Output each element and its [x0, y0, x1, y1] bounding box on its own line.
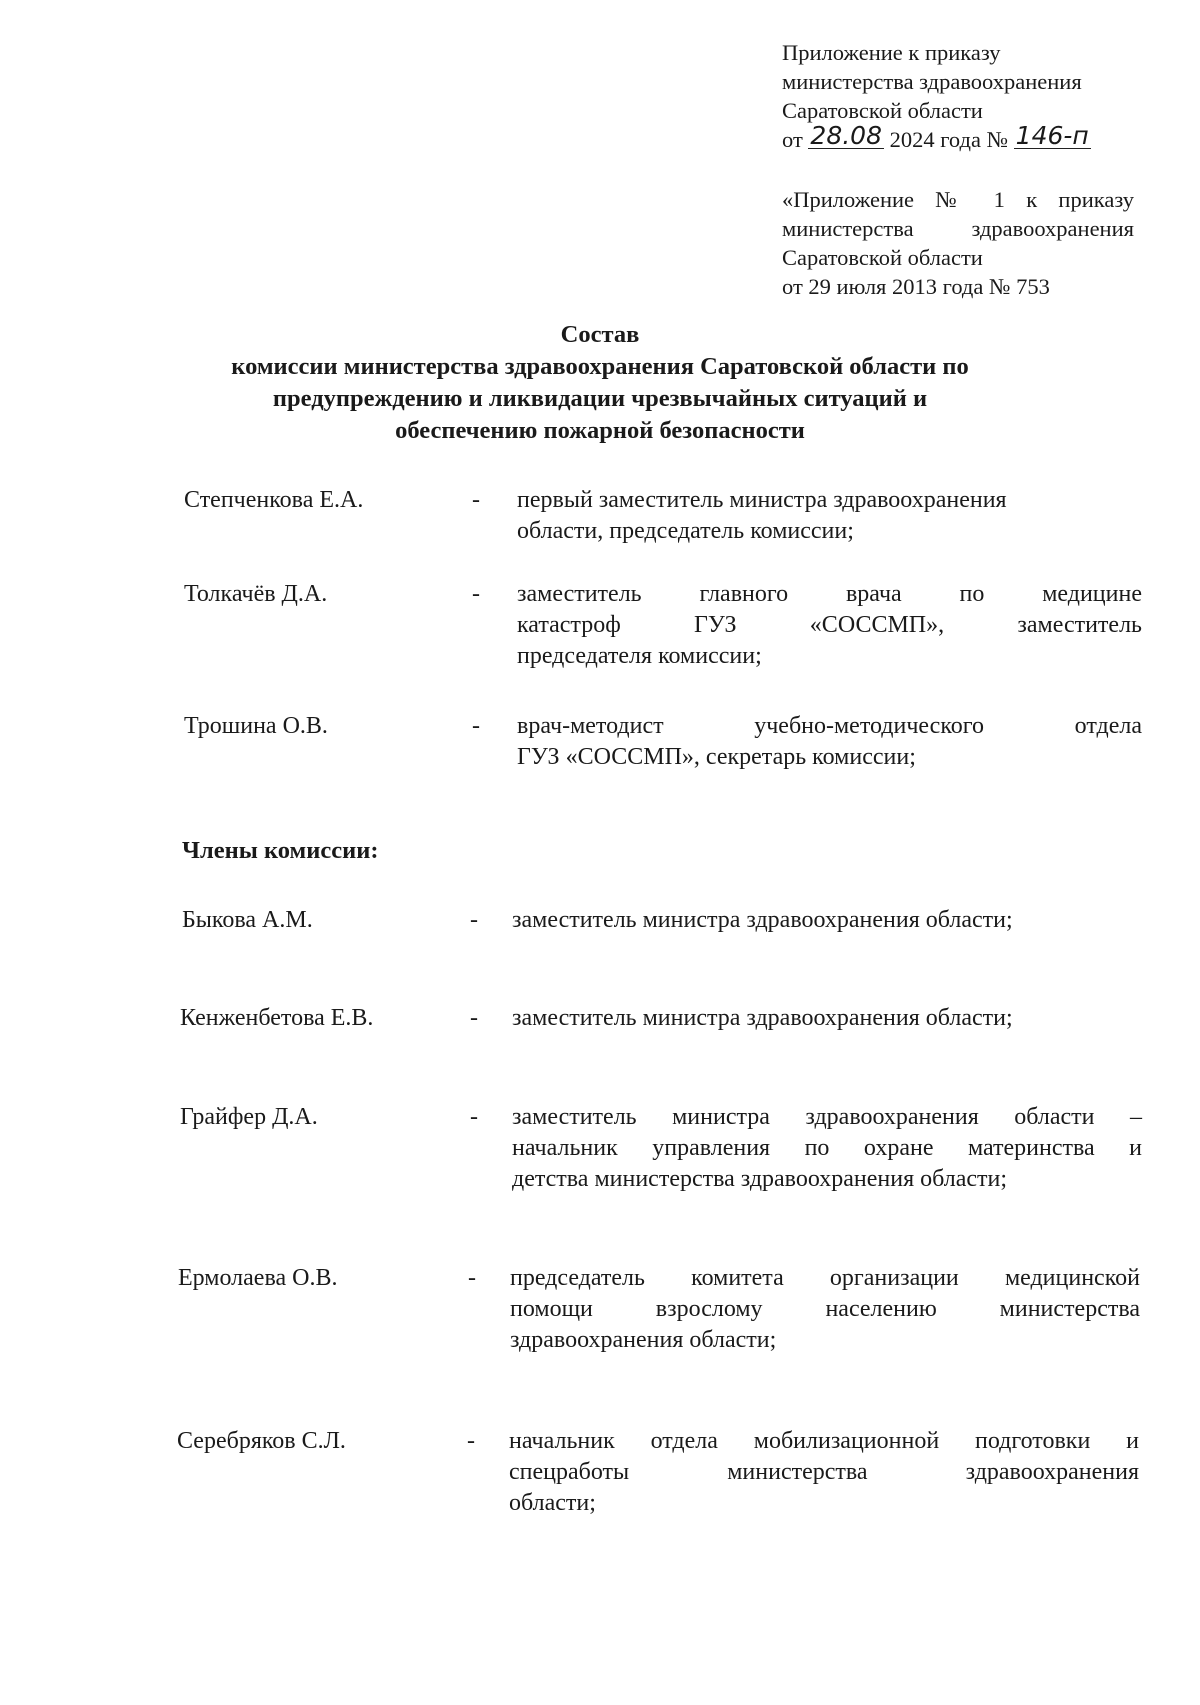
role-line: помощи взрослому населению министерства [510, 1296, 1140, 1322]
member-name: Серебряков С.Л. [177, 1428, 346, 1454]
appendix-header-original [782, 185, 1142, 301]
members-heading: Члены комиссии: [182, 837, 379, 864]
role-line: заместитель министра здравоохранения области – [512, 1104, 1142, 1130]
entry-dash: - [468, 1265, 476, 1291]
member-name: Степченкова Е.А. [184, 487, 364, 513]
appendix-current-line3: Саратовской области [782, 98, 983, 123]
role-line: ГУЗ «СОССМП», секретарь комиссии; [517, 744, 916, 770]
role-line: председателя комиссии; [517, 643, 762, 669]
entry-dash: - [472, 581, 480, 607]
appendix-original-line3: Саратовской области [782, 245, 983, 270]
role-line: катастроф ГУЗ «СОССМП», заместитель [517, 612, 1142, 638]
appendix-current-line1: Приложение к приказу [782, 40, 1001, 65]
role-line: здравоохранения области; [510, 1327, 777, 1353]
appendix-original-line1: «Приложение № 1 к приказу [782, 187, 1134, 212]
entry-dash: - [470, 1005, 478, 1031]
role-line: заместитель министра здравоохранения области; [512, 907, 1013, 933]
member-role [517, 579, 1142, 672]
member-name: Толкачёв Д.А. [184, 581, 328, 607]
role-line: детства министерства здравоохранения области; [512, 1166, 1008, 1192]
handwritten-date: 28.08 [810, 121, 882, 150]
member-name: Быкова А.М. [182, 907, 313, 933]
entry-dash: - [467, 1428, 475, 1454]
member-role [512, 1102, 1142, 1195]
handwritten-order-number: 146-п [1015, 121, 1089, 150]
title-line2: комиссии министерства здравоохранения Саратовской области по [231, 353, 969, 380]
document-title [150, 319, 1050, 447]
appendix-original-line2: министерства здравоохранения [782, 216, 1134, 241]
member-name: Кенженбетова Е.В. [180, 1005, 374, 1031]
member-name: Грайфер Д.А. [180, 1104, 318, 1130]
role-line: начальник управления по охране материнства и [512, 1135, 1142, 1161]
entry-dash: - [470, 1104, 478, 1130]
role-line: области; [509, 1490, 596, 1516]
appendix-original-line4: от 29 июля 2013 года № 753 [782, 274, 1050, 299]
appendix-current-date-line [782, 121, 1142, 154]
member-role [517, 711, 1142, 773]
role-line: области, председатель комиссии; [517, 518, 854, 544]
member-role [512, 905, 1112, 936]
entry-dash: - [470, 907, 478, 933]
role-line: председатель комитета организации медицинской [510, 1265, 1140, 1291]
member-role [517, 485, 1099, 547]
appendix-header-current [782, 38, 1142, 154]
date-prefix: от [782, 127, 803, 152]
member-name: Ермолаева О.В. [178, 1265, 338, 1291]
role-line: спецработы министерства здравоохранения [509, 1459, 1139, 1485]
title-line4: обеспечению пожарной безопасности [395, 417, 805, 444]
role-line: врач-методист учебно-методического отдела [517, 713, 1142, 739]
member-name: Трошина О.В. [184, 713, 328, 739]
member-role [512, 1003, 1112, 1034]
title-line3: предупреждению и ликвидации чрезвычайных ситуаций и [272, 385, 928, 412]
entry-dash: - [472, 487, 480, 513]
entry-dash: - [472, 713, 480, 739]
appendix-current-line2: министерства здравоохранения [782, 69, 1082, 94]
title-line1: Состав [560, 321, 640, 348]
role-line: первый заместитель министра здравоохранения [517, 487, 1007, 513]
role-line: заместитель министра здравоохранения области; [512, 1005, 1013, 1031]
role-line: начальник отдела мобилизационной подготовки и [509, 1428, 1139, 1454]
member-role [509, 1426, 1139, 1519]
year-text: 2024 года № [889, 127, 1009, 152]
role-line: заместитель главного врача по медицине [517, 581, 1142, 607]
member-role [510, 1263, 1140, 1356]
